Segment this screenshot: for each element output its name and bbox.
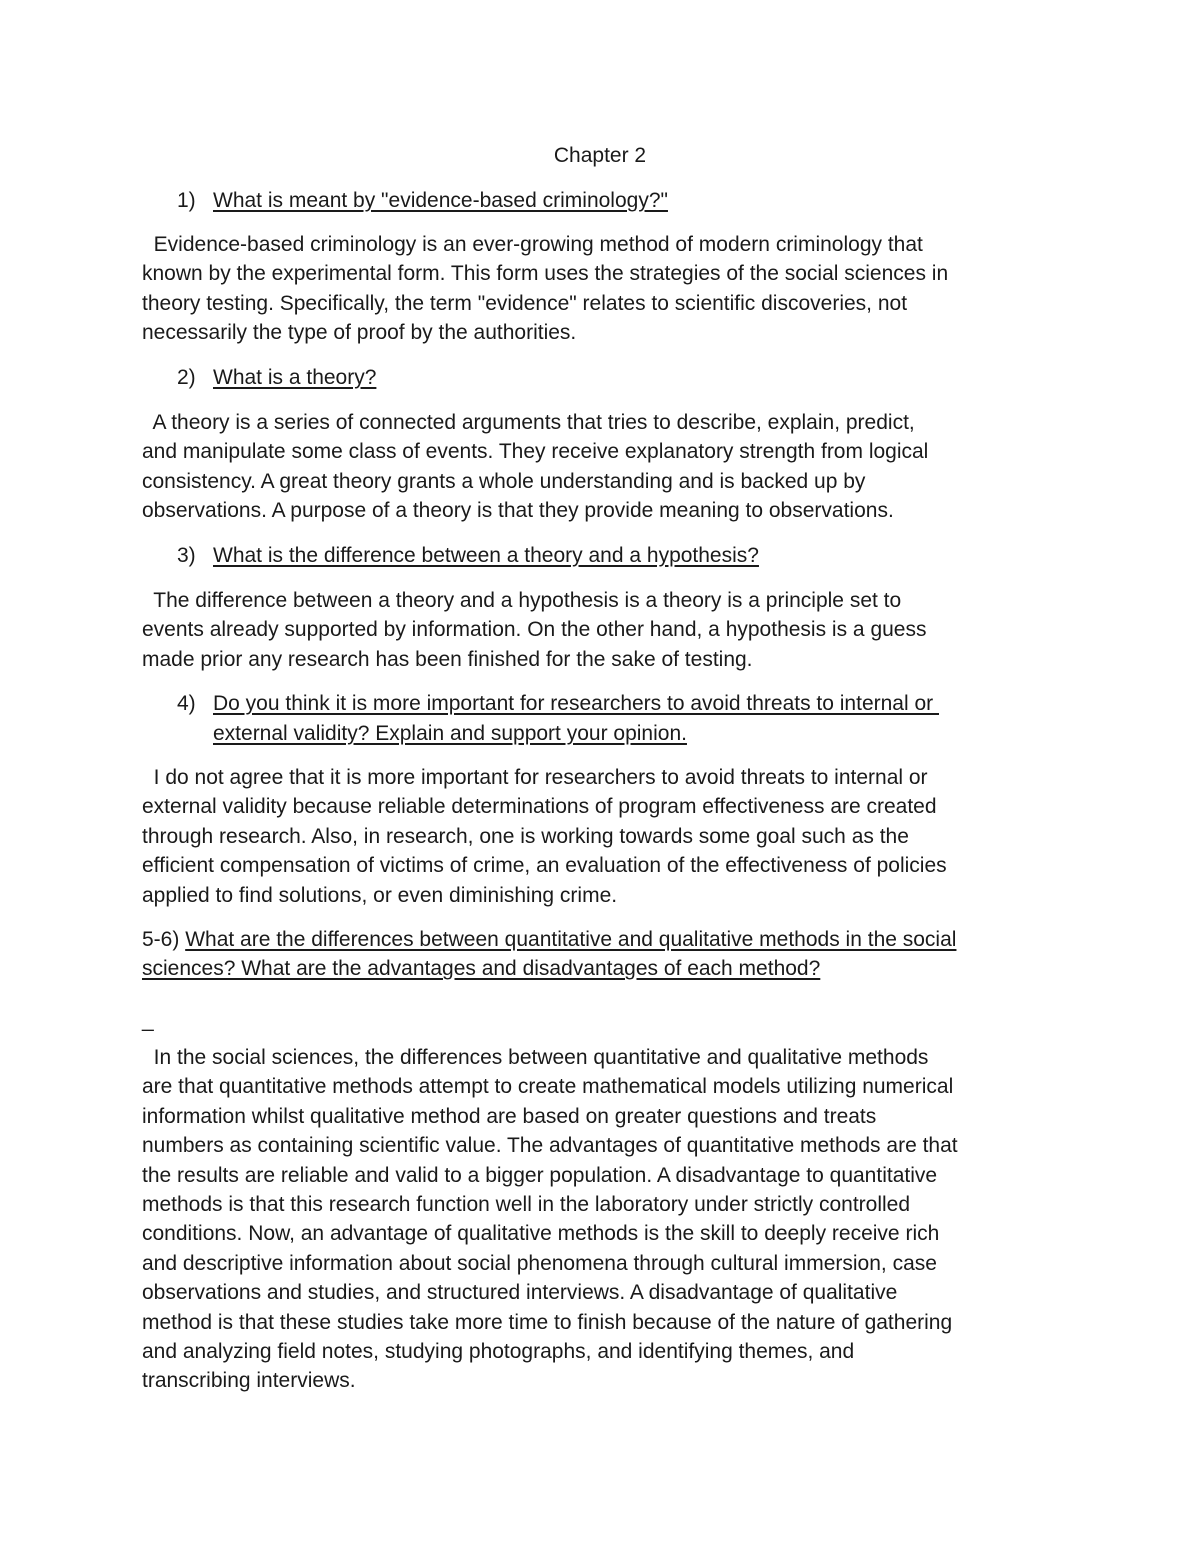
answer-5-6-line: information whilst qualitative method are based on greater questions and treats — [142, 1104, 877, 1128]
question-5-6-line-1 — [142, 925, 1062, 954]
answer-3-line: The difference between a theory and a hypothesis is a theory is a principle set to — [142, 589, 902, 612]
question-4-text-line-1: Do you think it is more important for researchers to avoid threats to internal or — [213, 692, 939, 715]
answer-5-6-line: the results are reliable and valid to a bigger population. A disadvantage to quantitative — [142, 1163, 938, 1187]
answer-2-line: observations. A purpose of a theory is that they provide meaning to observations. — [142, 499, 894, 523]
answer-1-line: theory testing. Specifically, the term "evidence" relates to scientific discoveries, not — [142, 291, 908, 315]
answer-5-6-line: method is that these studies take more time to finish because of the nature of gathering — [142, 1310, 953, 1334]
answer-3-line: events already supported by information. On the other hand, a hypothesis is a guess — [142, 618, 927, 642]
answer-4-line: external validity because reliable determinations of program effectiveness are created — [142, 795, 937, 819]
answer-5-6 — [142, 1043, 1062, 1396]
chapter-title: Chapter 2 — [553, 144, 647, 167]
answer-5-6-line: conditions. Now, an advantage of qualitative methods is the skill to deeply receive rich — [142, 1222, 940, 1246]
answer-5-6-line: are that quantitative methods attempt to create mathematical models utilizing numerical — [142, 1075, 954, 1099]
question-5-6 — [142, 925, 1062, 984]
answer-1-line: known by the experimental form. This form uses the strategies of the social sciences in — [142, 262, 949, 286]
answer-4-line: applied to find solutions, or even diminishing crime. — [142, 883, 618, 907]
answer-4-line: through research. Also, in research, one is working towards some goal such as the — [142, 824, 909, 848]
question-1-number: 1) — [177, 189, 196, 212]
answer-1-line: Evidence-based criminology is an ever-growing method of modern criminology that — [142, 233, 923, 256]
question-3-text: What is the difference between a theory and a hypothesis? — [213, 544, 759, 567]
answer-5-6-line: methods is that this research function well in the laboratory under strictly controlled — [142, 1193, 911, 1217]
question-4-number: 4) — [177, 692, 196, 715]
answer-5-6-line: numbers as containing scientific value. The advantages of quantitative methods are that — [142, 1134, 958, 1158]
answer-2-line: consistency. A great theory grants a whole understanding and is backed up by — [142, 469, 866, 493]
answer-5-6-line: and analyzing field notes, studying photographs, and identifying themes, and — [142, 1340, 855, 1364]
answer-5-6-line: and descriptive information about social phenomena through cultural immersion, case — [142, 1251, 937, 1275]
question-3-number: 3) — [177, 544, 196, 567]
question-2-text: What is a theory? — [213, 366, 377, 389]
answer-1-line: necessarily the type of proof by the authorities. — [142, 321, 577, 345]
answer-3 — [142, 586, 1062, 674]
answer-4-line: efficient compensation of victims of crime, an evaluation of the effectiveness of policies — [142, 854, 947, 878]
question-5-6-text-line-2: sciences? What are the advantages and disadvantages of each method? — [142, 957, 821, 981]
answer-4-line: I do not agree that it is more important for researchers to avoid threats to internal or — [142, 766, 928, 789]
underscore-mark: _ — [142, 1009, 154, 1032]
answer-1 — [142, 230, 1062, 348]
answer-4 — [142, 763, 1062, 910]
question-1-text: What is meant by "evidence-based criminology?" — [213, 189, 668, 212]
answer-2-line: A theory is a series of connected arguments that tries to describe, explain, predict, — [142, 411, 915, 434]
answer-5-6-line: observations and studies, and structured interviews. A disadvantage of qualitative — [142, 1281, 898, 1305]
question-2-number: 2) — [177, 366, 196, 389]
question-5-6-number: 5-6) — [142, 928, 186, 951]
answer-3-line: made prior any research has been finished for the sake of testing. — [142, 647, 753, 671]
question-4-text-line-2: external validity? Explain and support your opinion. — [213, 722, 687, 745]
answer-2 — [142, 408, 1062, 526]
answer-2-line: and manipulate some class of events. They receive explanatory strength from logical — [142, 440, 929, 464]
answer-5-6-line: transcribing interviews. — [142, 1369, 356, 1393]
answer-5-6-line: In the social sciences, the differences between quantitative and qualitative methods — [142, 1046, 929, 1069]
question-5-6-text-line-1: What are the differences between quantitative and qualitative methods in the social — [185, 928, 957, 951]
